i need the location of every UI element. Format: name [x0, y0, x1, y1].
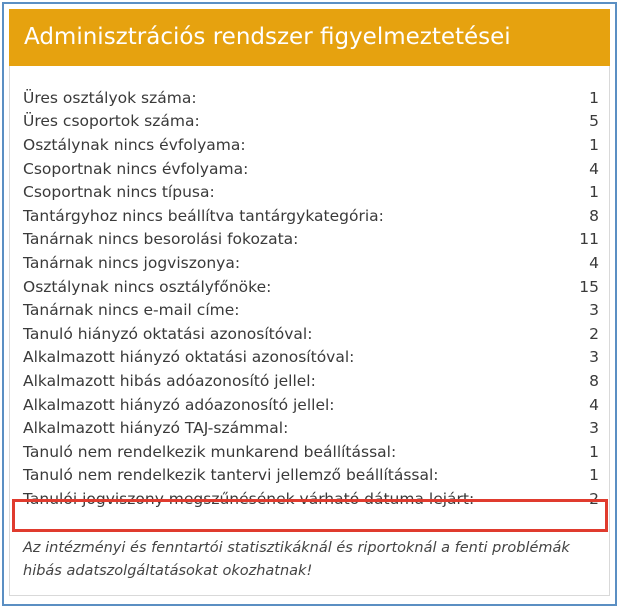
warning-count: 2 [589, 324, 599, 343]
warning-row-class-no-grade[interactable] [23, 133, 601, 157]
warning-row-empty-classes[interactable] [23, 86, 601, 110]
warning-label: Alkalmazott hiányzó adóazonosító jellel: [23, 395, 335, 414]
warning-label: Csoportnak nincs típusa: [23, 183, 215, 202]
warning-label: Alkalmazott hibás adóazonosító jellel: [23, 371, 316, 390]
warning-label: Tanulói jogviszony megszűnésének várható dátuma lejárt: [23, 489, 475, 508]
warning-label: Alkalmazott hiányzó oktatási azonosítóval: [23, 348, 355, 367]
warning-row-student-no-curriculum-trait[interactable] [23, 464, 601, 488]
warning-count: 8 [589, 371, 599, 390]
warning-row-class-no-head-teacher[interactable] [23, 275, 601, 299]
warning-label: Alkalmazott hiányzó TAJ-számmal: [23, 419, 289, 438]
warning-label: Osztálynak nincs osztályfőnöke: [23, 277, 272, 296]
warning-count: 4 [589, 395, 599, 414]
warning-count: 3 [589, 419, 599, 438]
warning-label: Tanuló nem rendelkezik munkarend beállítással: [23, 442, 397, 461]
warning-row-student-no-work-schedule[interactable] [23, 440, 601, 464]
warning-count: 1 [589, 466, 599, 485]
warning-count: 1 [589, 135, 599, 154]
warnings-list [23, 86, 601, 511]
warning-row-employee-missing-tax-id[interactable] [23, 393, 601, 417]
warning-count: 3 [589, 348, 599, 367]
warning-row-employee-missing-taj[interactable] [23, 416, 601, 440]
warning-row-student-missing-edu-id[interactable] [23, 322, 601, 346]
warning-label: Tanárnak nincs e-mail címe: [23, 301, 240, 320]
warning-label: Üres csoportok száma: [23, 112, 200, 131]
warning-count: 1 [589, 88, 599, 107]
warning-label: Osztálynak nincs évfolyama: [23, 135, 246, 154]
warning-row-group-no-type[interactable] [23, 180, 601, 204]
warning-count: 15 [579, 277, 599, 296]
warning-row-teacher-no-email[interactable] [23, 298, 601, 322]
highlight-box [12, 499, 608, 532]
warning-row-empty-groups[interactable] [23, 110, 601, 134]
warning-count: 4 [589, 253, 599, 272]
warning-count: 8 [589, 206, 599, 225]
warning-count: 1 [589, 183, 599, 202]
footer-note: Az intézményi és fenntartói statisztikáknál és riportoknál a fenti problémák hibás adatszolgáltatásokat okozhatnak! [23, 540, 570, 579]
warning-count: 1 [589, 442, 599, 461]
warning-label: Üres osztályok száma: [23, 88, 197, 107]
panel-header [9, 9, 610, 66]
warning-row-employee-invalid-tax-id[interactable] [23, 369, 601, 393]
warning-count: 11 [579, 230, 599, 249]
warning-row-subject-no-category[interactable] [23, 204, 601, 228]
warning-count: 4 [589, 159, 599, 178]
warning-label: Tantárgyhoz nincs beállítva tantárgykategória: [23, 206, 384, 225]
warning-label: Tanuló nem rendelkezik tantervi jellemző beállítással: [23, 466, 439, 485]
warning-count: 3 [589, 301, 599, 320]
warning-row-employee-missing-edu-id[interactable] [23, 346, 601, 370]
warning-count: 2 [589, 489, 599, 508]
warning-row-teacher-no-employment[interactable] [23, 251, 601, 275]
warning-label: Tanárnak nincs besorolási fokozata: [23, 230, 299, 249]
warning-label: Tanuló hiányzó oktatási azonosítóval: [23, 324, 313, 343]
warning-row-group-no-grade[interactable] [23, 157, 601, 181]
warning-row-teacher-no-rank[interactable] [23, 228, 601, 252]
warning-label: Csoportnak nincs évfolyama: [23, 159, 249, 178]
warning-count: 5 [589, 112, 599, 131]
panel-title: Adminisztrációs rendszer figyelmeztetései [24, 24, 511, 50]
warning-label: Tanárnak nincs jogviszonya: [23, 253, 241, 272]
